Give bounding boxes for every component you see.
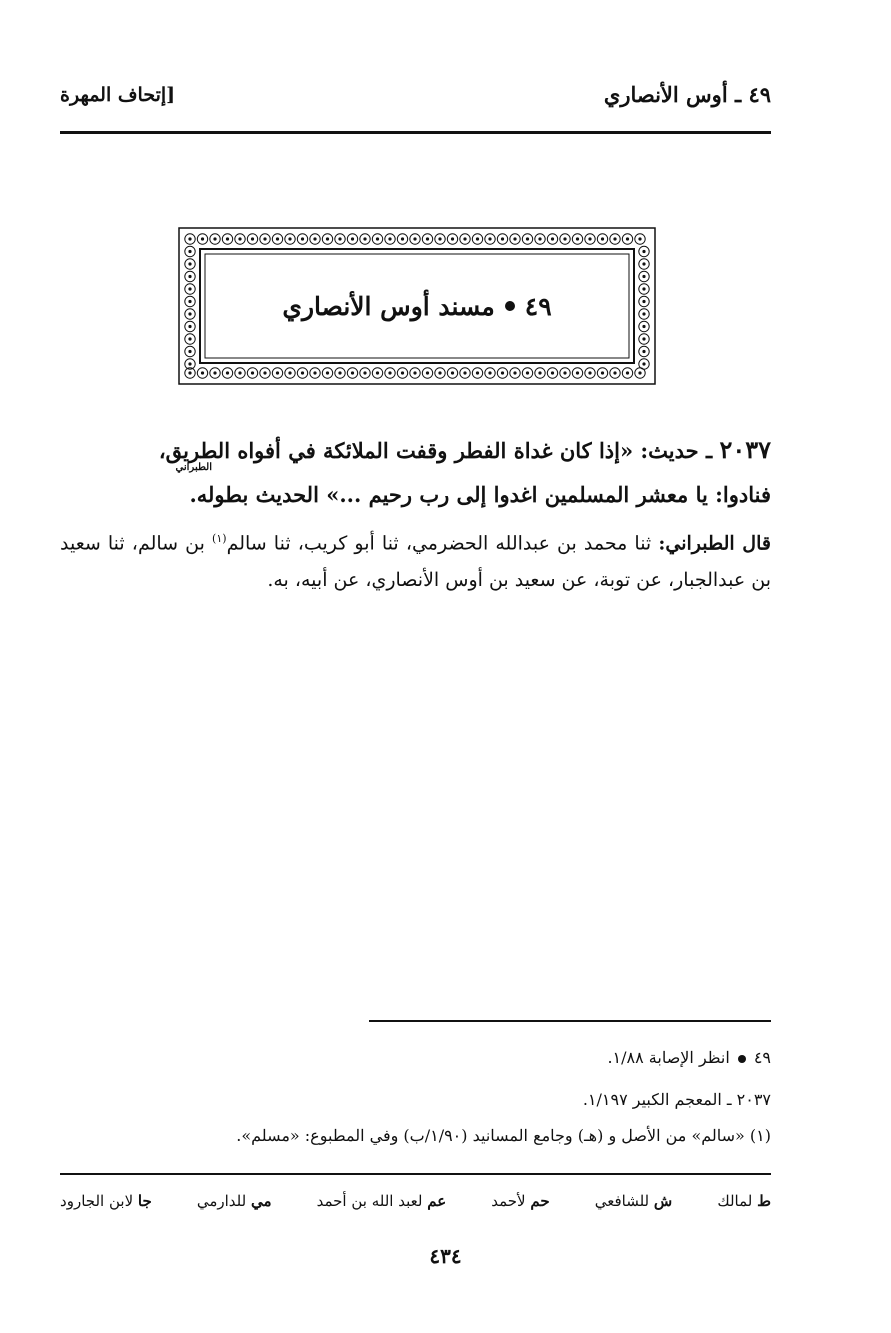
key-item [197, 1192, 272, 1210]
key-item [717, 1192, 771, 1210]
footnote-1-number: ٤٩ [753, 1048, 771, 1067]
key-label: للشافعي [594, 1192, 650, 1210]
key-item [317, 1192, 447, 1210]
hadith-line-2: فنادوا: يا معشر المسلمين اغدوا إلى رب رحيم ...» الحديث بطوله. [189, 482, 771, 507]
key-label: للدارمي [196, 1192, 247, 1210]
bullet-icon [738, 1055, 746, 1063]
key-item [60, 1192, 152, 1210]
hadith-paragraph [60, 428, 771, 517]
hadith-number: ٢٠٣٧ [719, 435, 771, 464]
footnote-1 [607, 1048, 771, 1067]
key-item [491, 1192, 549, 1210]
footnote-2: ٢٠٣٧ ـ المعجم الكبير ١/١٩٧. [582, 1090, 771, 1109]
key-abbr: جا [137, 1192, 152, 1210]
header-rule [60, 131, 771, 134]
section-frame [178, 227, 656, 385]
key-label: لمالك [717, 1192, 753, 1210]
abbreviation-key [60, 1192, 771, 1210]
footnote-ref: (١) [212, 532, 227, 545]
section-name: مسند أوس الأنصاري [282, 291, 495, 321]
isnad-text-b: بن سالم، ثنا سعيد بن عبدالجبار، عن توبة، عن سعيد بن أوس الأنصاري، عن أبيه، به. [60, 532, 771, 592]
footnote-rule [369, 1020, 771, 1022]
footnote-3: (١) «سالم» من الأصل و (هـ) وجامع المسانيد (١/٩٠/ب) وفي المطبوع: «مسلم». [236, 1126, 771, 1145]
bullet-icon [505, 301, 515, 311]
footnote-1-text: انظر الإصابة ١/٨٨. [607, 1048, 730, 1067]
key-abbr: ش [653, 1192, 673, 1210]
key-item [595, 1192, 673, 1210]
section-title [178, 227, 656, 385]
key-abbr: ط [757, 1192, 771, 1210]
key-abbr: مي [250, 1192, 272, 1210]
key-label: لأحمد [491, 1192, 526, 1210]
isnad-lead: قال الطبراني: [658, 532, 771, 555]
key-abbr: حم [530, 1192, 550, 1210]
key-abbr: عم [427, 1192, 447, 1210]
hadith-text-1: ـ حديث: «إذا كان غداة الفطر وقفت الملائكة في أفواه الطريق، [158, 438, 713, 463]
chapter-heading: ٤٩ ـ أوس الأنصاري [603, 82, 771, 107]
page-number: ٤٣٤ [429, 1244, 462, 1268]
hadith-line-1 [60, 428, 771, 473]
running-header [60, 82, 771, 122]
section-number: ٤٩ [524, 291, 552, 321]
key-rule [60, 1173, 771, 1175]
source-marker: الطبراني [175, 462, 212, 473]
key-label: لعبد الله بن أحمد [316, 1192, 423, 1210]
isnad-text-a: ثنا محمد بن عبدالله الحضرمي، ثنا أبو كريب، ثنا سالم [226, 532, 652, 555]
key-label: لابن الجارود [60, 1192, 134, 1210]
isnad-paragraph [60, 520, 771, 599]
book-title: [إتحاف المهرة [60, 84, 176, 106]
